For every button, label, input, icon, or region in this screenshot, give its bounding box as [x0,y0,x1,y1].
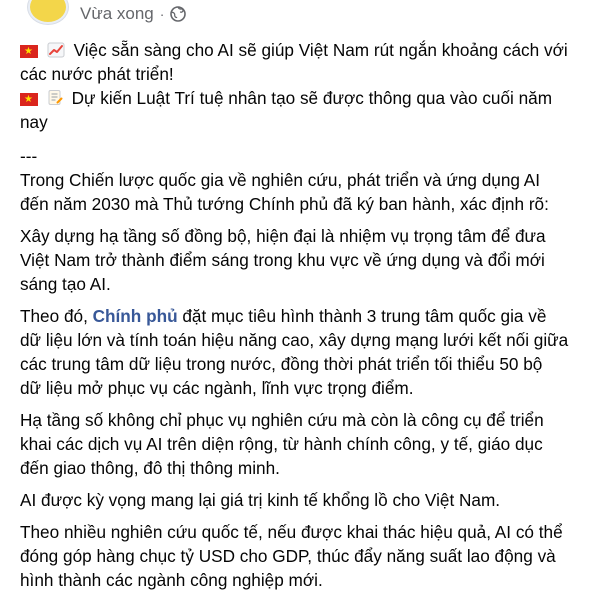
post-body [20,38,584,592]
paragraph-2 [20,224,584,296]
spacer [20,134,584,144]
paragraph-3 [20,304,584,400]
post-meta [80,2,186,26]
paragraph-5 [20,488,584,512]
paragraph-line: Theo nhiều nghiên cứu quốc tế, nếu được khai thác hiệu quả, AI có thể [20,522,563,542]
spacer [20,512,584,520]
globe-icon[interactable] [170,6,186,22]
paragraph-4 [20,408,584,480]
paragraph-line: đến giao thông, đô thị thông minh. [20,458,280,478]
headline-1-line-1: ★ Việc sẵn sàng cho AI sẽ giúp Việt Nam rút ngắn khoảng cách với [20,38,584,62]
spacer [20,400,584,408]
paragraph-line: sáng tạo AI. [20,274,111,294]
vietnam-flag-icon [20,93,38,106]
paragraph-line: dữ liệu lớn và tính toán hiệu năng cao, xây dựng mạng lưới kết nối giữa [20,330,569,350]
memo-icon [47,88,63,105]
chart-increasing-icon [47,40,65,56]
paragraph-line: dữ liệu mở phục vụ các ngành, lĩnh vực trọng điểm. [20,378,414,398]
paragraph-line: Trong Chiến lược quốc gia về nghiên cứu, phát triển và ứng dụng AI [20,170,541,190]
vietnam-flag-icon [20,45,38,58]
paragraph-1 [20,168,584,216]
paragraph-line: hình thành các ngành công nghiệp mới. [20,570,323,590]
headline-2 [20,86,584,134]
divider: --- [20,146,38,166]
post-header [0,0,600,32]
paragraph-line: AI được kỳ vọng mang lại giá trị kinh tế khổng lồ cho Việt Nam. [20,490,501,510]
spacer [20,296,584,304]
paragraph-6 [20,520,584,592]
paragraph-line: Xây dựng hạ tầng số đồng bộ, hiện đại là nhiệm vụ trọng tâm để đưa [20,226,546,246]
headline-1 [20,38,584,86]
paragraph-line: Theo đó, Chính phủ đặt mục tiêu hình thành 3 trung tâm quốc gia về [20,306,547,326]
link-chinh-phu[interactable]: Chính phủ [92,306,178,326]
paragraph-line: đến năm 2030 mà Thủ tướng Chính phủ đã ký ban hành, xác định rõ: [20,194,549,214]
paragraph-line: các trung tâm dữ liệu trong nước, đồng thời phát triển tối thiểu 50 bộ [20,354,543,374]
paragraph-line: Việt Nam trở thành điểm sáng trong khu vực về ứng dụng và đổi mới [20,250,545,270]
paragraph-line: khai các dịch vụ AI trên diện rộng, từ hành chính công, y tế, giáo dục [20,434,543,454]
spacer [20,216,584,224]
paragraph-line: Hạ tầng số không chỉ phục vụ nghiên cứu mà còn là công cụ để triển [20,410,544,430]
headline-1-line-2: các nước phát triển! [20,64,174,84]
headline-2-line-1: ★ Dự kiến Luật Trí tuệ nhân tạo sẽ được thông qua vào cuối năm [20,86,584,110]
headline-2-line-2: nay [20,112,48,132]
paragraph-line: đóng góp hàng chục tỷ USD cho GDP, thúc đẩy năng suất lao động và [20,546,556,566]
spacer [20,480,584,488]
post-timestamp[interactable]: Vừa xong [80,4,154,23]
meta-separator: · [159,6,165,22]
page-avatar[interactable] [28,0,68,24]
